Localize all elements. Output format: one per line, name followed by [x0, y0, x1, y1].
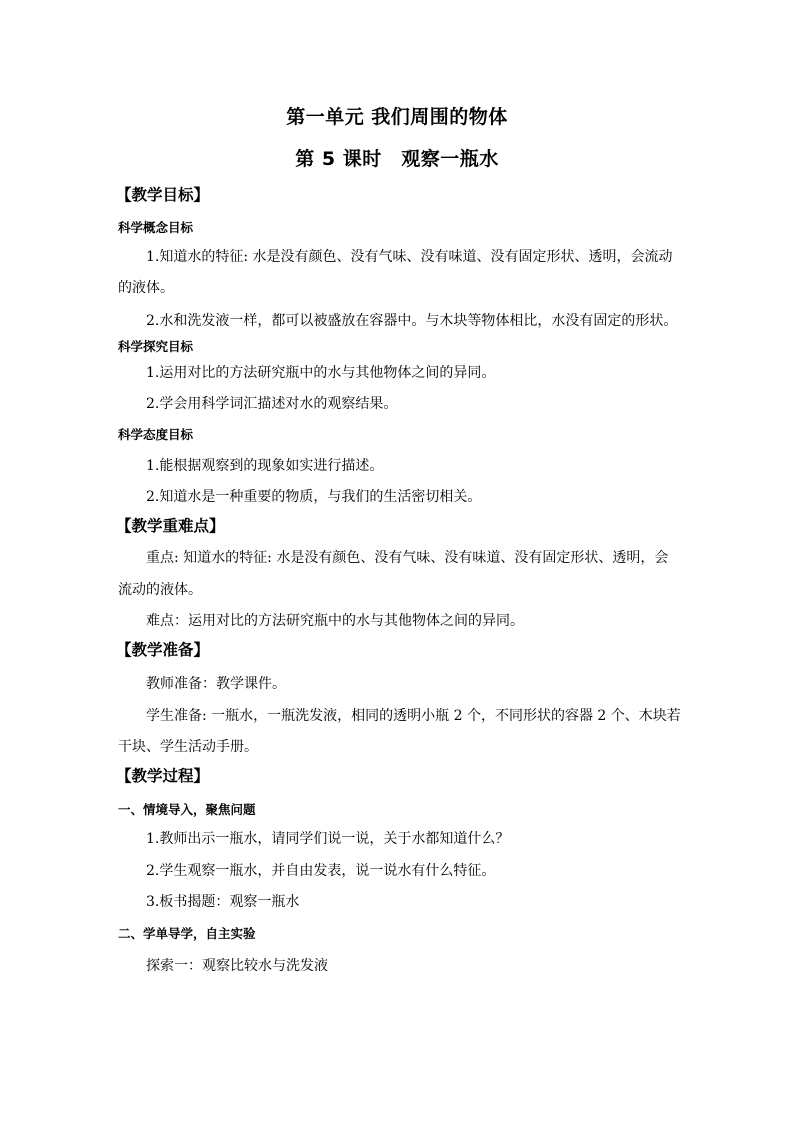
process-heading: 【教学过程】 — [116, 767, 210, 785]
teacher-prep: 教师准备：教学课件。 — [146, 676, 286, 692]
student-prep: 学生准备: 一瓶水，一瓶洗发液，相同的透明小瓶 2 个，不同形状的容器 2 个、木块若 — [146, 708, 681, 724]
concept-goal-1: 1.知道水的特征: 水是没有颜色、没有气味、没有味道、没有固定形状、透明，会流动 — [146, 249, 673, 265]
keypoints-heading: 【教学重难点】 — [116, 517, 225, 535]
prep-heading: 【教学准备】 — [116, 641, 210, 659]
unit-title: 第一单元 我们周围的物体 — [286, 106, 508, 128]
inquiry-goal-2: 2.学会用科学词汇描述对水的观察结果。 — [146, 396, 398, 412]
section-1-heading: 一、情境导入，聚焦问题 — [118, 802, 256, 817]
inquiry-goals-heading: 科学探究目标 — [118, 339, 194, 354]
explore-1: 探索一：观察比较水与洗发液 — [146, 958, 328, 974]
section-2-heading: 二、学单导学，自主实验 — [118, 926, 256, 941]
attitude-goal-1: 1.能根据观察到的现象如实进行描述。 — [146, 458, 384, 474]
concept-goals-heading: 科学概念目标 — [118, 220, 194, 235]
process-step-3: 3.板书揭题：观察一瓶水 — [146, 894, 300, 910]
process-step-1: 1.教师出示一瓶水，请同学们说一说，关于水都知道什么？ — [146, 831, 510, 847]
goals-heading: 【教学目标】 — [116, 186, 210, 204]
process-step-2: 2.学生观察一瓶水，并自由发表，说一说水有什么特征。 — [146, 863, 496, 879]
key-point: 重点: 知道水的特征: 水是没有颜色、没有气味、没有味道、没有固定形状、透明，会 — [146, 550, 669, 566]
inquiry-goal-1: 1.运用对比的方法研究瓶中的水与其他物体之间的异同。 — [146, 365, 496, 381]
attitude-goals-heading: 科学态度目标 — [118, 427, 194, 442]
lesson-title: 第 5 课时 观察一瓶水 — [295, 148, 499, 170]
key-point-cont: 流动的液体。 — [118, 582, 202, 598]
concept-goal-1-cont: 的液体。 — [118, 280, 174, 296]
concept-goal-2: 2.水和洗发液一样，都可以被盛放在容器中。与木块等物体相比，水没有固定的形状。 — [146, 313, 678, 329]
difficulty-point: 难点：运用对比的方法研究瓶中的水与其他物体之间的异同。 — [146, 613, 524, 629]
student-prep-cont: 干块、学生活动手册。 — [118, 739, 258, 755]
attitude-goal-2: 2.知道水是一种重要的物质，与我们的生活密切相关。 — [146, 489, 482, 505]
